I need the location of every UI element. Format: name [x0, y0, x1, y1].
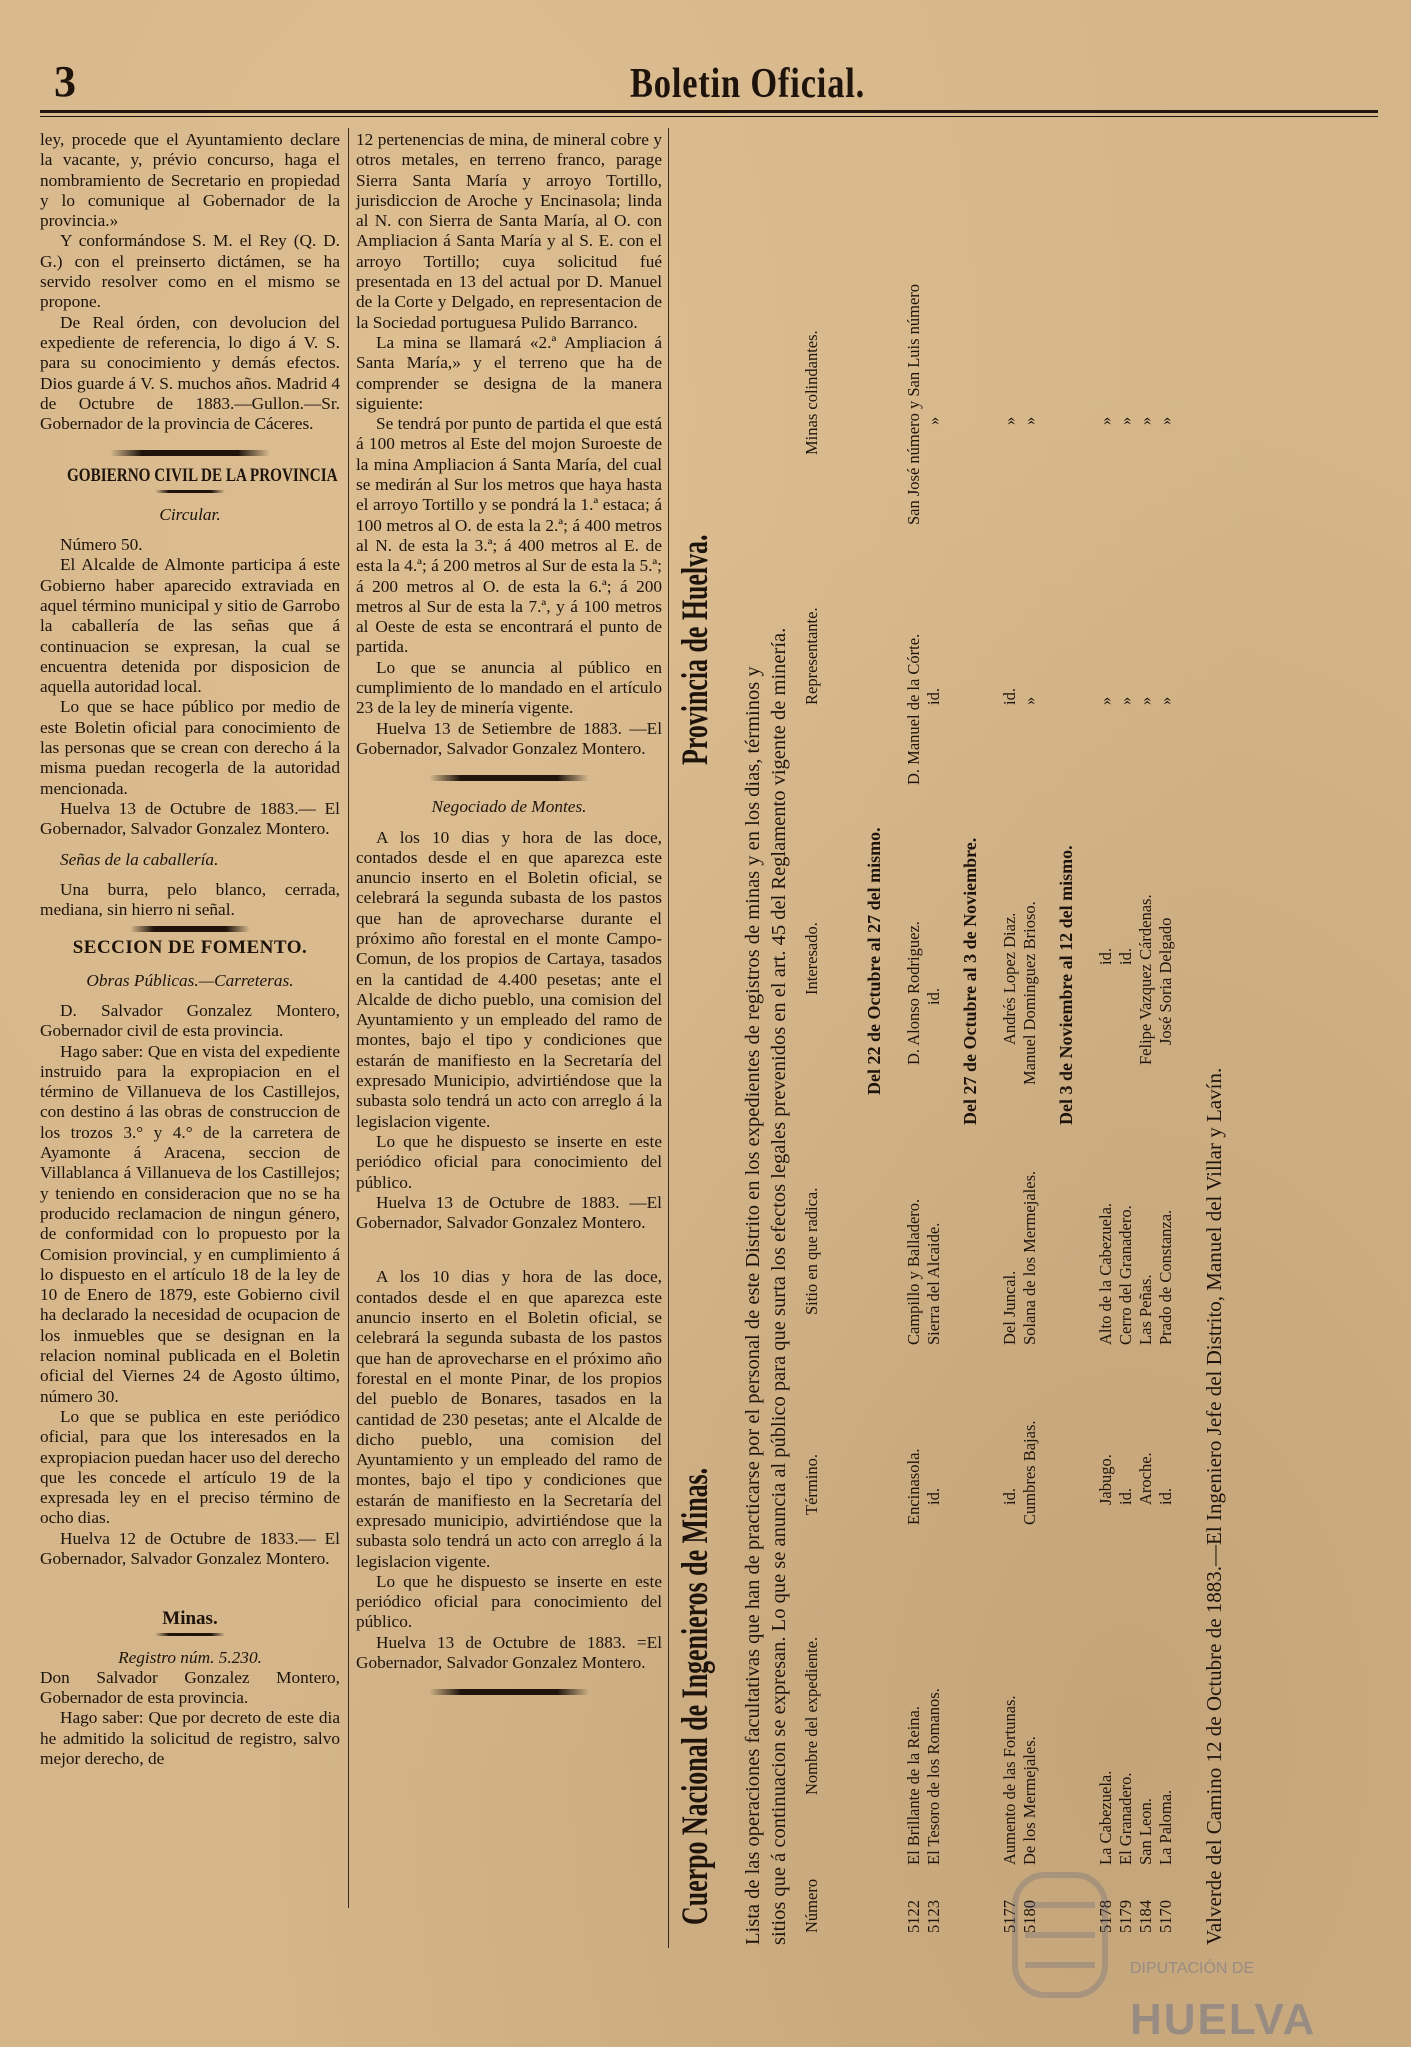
paragraph: D. Salvador Gonzalez Montero, Gobernador civil de esta provincia. — [40, 1000, 340, 1041]
cell-name: San Leon. — [1136, 1798, 1155, 1865]
paragraph: Huelva 13 de Setiembre de 1883. —El Gobernador, Salvador Gonzalez Montero. — [356, 718, 662, 758]
cell-site: Campillo y Balladero. — [904, 1198, 923, 1345]
column-separator — [348, 128, 349, 1908]
paragraph: El Alcalde de Almonte participa á este Gobierno haber aparecido extraviada en aquel término municipal y sitio de Garrobo la caballería de las señas que á continuacion se expresan, la cual se encuentra detenida por disposicion de aquella autoridad local. — [40, 555, 340, 697]
cell-term: Cumbres Bajas. — [1020, 1420, 1039, 1525]
cell-name: La Cabezuela. — [1096, 1770, 1115, 1865]
paragraph: 12 pertenencias de mina, de mineral cobre y otros metales, en terreno franco, parage Sierra Santa María y arroyo Tortillo, jurisdiccion de Aroche y Encinasola; linda al N. con Sierra de Santa María, al O. con Ampliacion á Santa María y al S. E. con el arroyo Tortillo; cuya solicitud fué presentada en 13 del actual por D. Manuel de la Corte y Delgado, en representacion de la Sociedad portuguesa Pulido Barranco. — [356, 130, 662, 332]
paragraph: Lo que se hace público por medio de este Boletin oficial para conocimiento de las personas que se crean con derecho á la misma puedan recogerla de la autoridad mencionada. — [40, 697, 340, 798]
cell-term: Encinasola. — [904, 1448, 923, 1525]
column-header: Nombre del expediente. — [802, 1636, 821, 1795]
paragraph: Huelva 12 de Octubre de 1833.— El Gobernador, Salvador Gonzalez Montero. — [40, 1528, 340, 1568]
cell-interested: id. — [1096, 948, 1115, 965]
cell-representative: D. Manuel de la Córte. — [904, 633, 923, 785]
cell-term: Jabugo. — [1096, 1454, 1115, 1505]
cell-number: 5179 — [1116, 1900, 1135, 1933]
cell-adjacent-mines: » — [1000, 416, 1019, 425]
column-header: Sitio en que radica. — [802, 1187, 821, 1315]
cell-term: id. — [1156, 1488, 1175, 1505]
header-rule — [40, 110, 1378, 113]
cell-interested: id. — [924, 988, 943, 1005]
cell-number: 5178 — [1096, 1900, 1115, 1933]
paragraph: A los 10 dias y hora de las doce, contados desde el en que aparezca este anuncio inserto en el Boletin oficial, se celebrará la segunda subasta de los pastos que han de aprovecharse durante el próximo año forestal en el monte Campo-Comun, de los propios de Cartaya, tasados en la cantidad de 4.400 pesetas; ante el Alcalde de dicho pueblo, una comision del Ayuntamiento y un empleado del ramo de montes, bajo el tipo y condiciones que estarán de manifiesto en la Secretaría del expresado Municipio, advirtiéndose que la subasta solo tendrá un acto con arreglo á la legislacion vigente. — [356, 827, 662, 1131]
section-divider — [130, 926, 250, 932]
cell-adjacent-mines: » — [924, 416, 943, 425]
paragraph: Don Salvador Gonzalez Montero, Gobernador de esta provincia. — [40, 1667, 340, 1708]
cell-adjacent-mines: » — [1020, 416, 1039, 425]
cell-representative: id. — [924, 688, 943, 705]
cell-interested: Manuel Dominguez Brioso. — [1020, 901, 1039, 1085]
cell-site: Cerro del Granadero. — [1116, 1205, 1135, 1345]
paragraph: A los 10 dias y hora de las doce, contados desde el en que aparezca este anuncio inserto en el Boletin oficial, se celebrará la segunda subasta de los pastos que han de aprovecharse en el próximo año forestal en el monte Pinar, de los propios del pueblo de Bonares, tasados en la cantidad de 230 pesetas; ante el Alcalde de dicho pueblo, una comision del Ayuntamiento y un empleado del ramo de montes, bajo el tipo y condiciones que estarán de manifiesto en la Secretaría del expresado municipio, advirtiéndose que la subasta solo tendrá un acto con arreglo á la legislacion vigente. — [356, 1267, 662, 1571]
page-header — [40, 52, 1380, 112]
table-body — [842, 185, 1262, 1945]
heading-ornament — [155, 490, 225, 493]
cell-term: id. — [924, 1488, 943, 1505]
section-heading: Minas. — [162, 1608, 218, 1630]
paragraph: Número 50. — [60, 535, 143, 555]
cell-interested: Felipe Vazquez Cárdenas. — [1136, 894, 1155, 1065]
cell-name: El Granadero. — [1116, 1772, 1135, 1865]
cell-representative: » — [1020, 696, 1039, 705]
cell-name: El Brillante de la Reina. — [904, 1706, 923, 1865]
table-row — [1136, 185, 1156, 1945]
cell-number: 5122 — [904, 1900, 923, 1933]
cell-site: Del Juncal. — [1000, 1270, 1019, 1345]
cell-term: Aroche. — [1136, 1452, 1155, 1505]
cell-adjacent-mines: » — [1156, 416, 1175, 425]
cell-adjacent-mines: » — [1116, 416, 1135, 425]
group-heading: Del 27 de Octubre al 3 de Noviembre. — [960, 837, 980, 1125]
page-number: 3 — [54, 57, 76, 106]
column-header: Término. — [802, 1454, 821, 1515]
subheading: Señas de la caballería. — [60, 849, 219, 869]
table-title: Cuerpo Nacional de Ingenieros de Minas. — [675, 1467, 716, 1925]
section-heading: SECCION DE FOMENTO. — [72, 937, 308, 959]
cell-interested: José Soria Delgado — [1156, 917, 1175, 1045]
cell-number: 5170 — [1156, 1900, 1175, 1933]
paragraph: ley, procede que el Ayuntamiento declare la vacante, y, prévio concurso, haga el nombramiento de Secretario en propiedad y lo comunique al Gobernador de la provincia.» — [40, 130, 340, 231]
cell-name: El Tesoro de los Romanos. — [924, 1688, 943, 1865]
cell-site: Alto de la Cabezuela. — [1096, 1202, 1115, 1345]
paragraph: Lo que he dispuesto se inserte en este periódico oficial para conocimiento del público. — [356, 1571, 662, 1632]
table-row — [924, 185, 944, 1945]
column-1 — [40, 130, 340, 1769]
cell-representative: id. — [1000, 688, 1019, 705]
section-divider — [429, 775, 589, 781]
section-divider — [429, 1689, 589, 1695]
cell-number: 5177 — [1000, 1900, 1019, 1933]
paragraph: Hago saber: Que en vista del expediente instruido para la expropiacion en el término de Villanueva de los Castillejos, con destino á las obras de construccion de los trozos 3.° y 4.° de la carretera de Ayamonte á Aracena, seccion de Villablanca á Villanueva de los Castillejos; y teniendo en consideracion que no se ha producido reclamacion de ningun género, de conformidad con lo propuesto por la Comision provincial, y en cumplimiento á lo dispuesto en el artículo 18 de la ley de 10 de Enero de 1879, este Gobierno civil ha declarado la necesidad de ocupacion de los inmuebles que se designan en la relacion nominal publicada en el Boletin oficial del Viernes 24 de Agosto último, número 30. — [40, 1041, 340, 1406]
cell-name: De los Mermejales. — [1020, 1736, 1039, 1865]
cell-interested: Andrés Lopez Diaz. — [1000, 912, 1019, 1045]
paragraph: Se tendrá por punto de partida el que está á 100 metros al Este del mojon Suroeste de la mina Ampliacion á Santa María, del cual se medirán al Sur los metros que haya hasta el arroyo Tortillo y se pondrá la 1.ª estaca; á 100 metros al O. de esta la 2.ª; á 400 metros al N. de esta la 3.ª; á 400 metros al E. de esta la 4.ª; á 200 metros al Sur de esta la 5.ª; á 200 metros al O. de esta la 6.ª; á 200 metros al Sur de esta la 7.ª, y á 100 metros al Oeste de esta se encontrará el punto de partida. — [356, 414, 663, 657]
cell-term: id. — [1000, 1488, 1019, 1505]
table-row — [1156, 185, 1176, 1945]
group-heading: Del 3 de Noviembre al 12 del mismo. — [1056, 845, 1076, 1125]
subheading: Registro núm. 5.230. — [118, 1647, 262, 1667]
column-header: Minas colindantes. — [802, 330, 821, 455]
table-row — [1000, 185, 1020, 1945]
table-row — [1116, 185, 1136, 1945]
paragraph: Huelva 13 de Octubre de 1883. =El Gobernador, Salvador Gonzalez Montero. — [356, 1632, 662, 1673]
cell-adjacent-mines: San José número y San Luis número — [904, 283, 923, 525]
table-footer: Valverde del Camino 12 de Octubre de 1883.—El Ingeniero Jefe del Distrito, Manuel del Villar y Lavín. — [1202, 1067, 1226, 1945]
column-header: Interesado. — [802, 922, 821, 995]
group-heading: Del 22 de Octubre al 27 del mismo. — [864, 827, 884, 1095]
paragraph: Lo que he dispuesto se inserte en este periódico oficial para conocimiento del público. — [356, 1131, 662, 1192]
cell-adjacent-mines: » — [1136, 416, 1155, 425]
cell-number: 5123 — [924, 1900, 943, 1933]
paragraph: Y conformándose S. M. el Rey (Q. D. G.) con el preinserto dictámen, se ha servido resolver como en el mismo se propone. — [40, 231, 340, 312]
column-header: Representante. — [802, 607, 821, 705]
paragraph: Huelva 13 de Octubre de 1883.— El Gobernador, Salvador Gonzalez Montero. — [40, 798, 340, 839]
cell-representative: » — [1136, 696, 1155, 705]
cell-representative: » — [1116, 696, 1135, 705]
cell-site: Solana de los Mermejales. — [1020, 1170, 1039, 1345]
stamp-label: HUELVA — [1130, 1995, 1317, 2044]
stamp-caption: DIPUTACIÓN DE — [1130, 1960, 1255, 1977]
subheading: Circular. — [159, 504, 221, 524]
paragraph: Una burra, pelo blanco, cerrada, mediana, sin hierro ni señal. — [40, 879, 340, 920]
column-2 — [356, 130, 662, 1701]
table-row — [1096, 185, 1116, 1945]
cell-site: Sierra del Alcaide. — [924, 1222, 943, 1345]
subheading: Negociado de Montes. — [431, 797, 587, 817]
paragraph: Hago saber: Que por decreto de este dia he admitido la solicitud de registro, salvo mejor derecho, de — [40, 1708, 340, 1769]
table-row — [1020, 185, 1040, 1945]
cell-name: La Paloma. — [1156, 1789, 1175, 1865]
column-header: Número — [802, 1878, 821, 1933]
section-heading: GOBIERNO CIVIL DE LA PROVINCIA — [67, 466, 338, 487]
subheading: Obras Públicas.—Carreteras. — [86, 970, 294, 990]
paragraph: Lo que se anuncia al público en cumplimiento de lo mandado en el artículo 23 de la ley de minería vigente. — [356, 657, 662, 718]
paragraph: La mina se llamará «2.ª Ampliacion á Santa María,» y el terreno que ha de comprender se designa de la manera siguiente: — [356, 332, 662, 413]
cell-site: Las Peñas. — [1136, 1274, 1155, 1345]
paragraph: Lo que se publica en este periódico oficial, para que los interesados en la expropiacion puedan hacer uso del derecho que les concede el artículo 19 de la expresada ley en el preciso término de ocho dias. — [40, 1406, 340, 1528]
publication-title: Boletin Oficial. — [630, 61, 866, 107]
lead-line: Lista de las operaciones facultativas que han de practicarse por el personal de este Distrito en los expedientes de registros de minas y en los dias, términos y — [742, 666, 764, 1945]
table-column-headers — [802, 185, 842, 1945]
table-province: Provincia de Huelva. — [675, 534, 716, 765]
paragraph: De Real órden, con devolucion del expediente de referencia, lo digo á V. S. para su conocimiento y demás efectos. Dios guarde á V. S. muchos años. Madrid 4 de Octubre de 1883.—Gullon.—Sr. Gobernador de la provincia de Cáceres. — [40, 312, 340, 434]
cell-interested: id. — [1116, 948, 1135, 965]
cell-representative: » — [1096, 696, 1115, 705]
table-lead — [740, 175, 792, 1945]
cell-number: 5180 — [1020, 1900, 1039, 1933]
cell-site: Prado de Constanza. — [1156, 1209, 1175, 1345]
mining-operations-table — [672, 135, 1297, 1945]
cell-adjacent-mines: » — [1096, 416, 1115, 425]
cell-number: 5184 — [1136, 1900, 1155, 1933]
cell-name: Aumento de las Fortunas. — [1000, 1695, 1019, 1865]
cell-representative: » — [1156, 696, 1175, 705]
header-rule-thin — [40, 116, 1378, 117]
paragraph: Huelva 13 de Octubre de 1883. —El Gobernador, Salvador Gonzalez Montero. — [356, 1192, 662, 1233]
cell-term: id. — [1116, 1488, 1135, 1505]
heading-ornament — [155, 1633, 225, 1636]
table-row — [904, 185, 924, 1945]
cell-interested: D. Alonso Rodriguez. — [904, 921, 923, 1065]
section-divider — [110, 450, 270, 456]
lead-line: sitios que á continuacion se expresan. Lo que se anuncia al público para que surta los efectos legales prevenidos en el art. 45 del Reglamento vigente de minería. — [768, 627, 790, 1945]
column-separator — [668, 128, 669, 1948]
